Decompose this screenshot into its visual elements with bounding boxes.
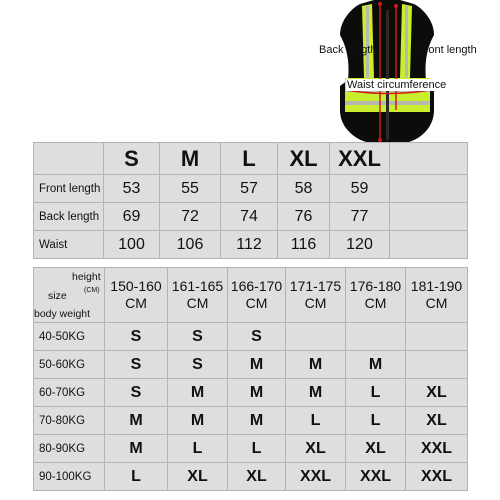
height-unit: CM xyxy=(425,295,448,311)
measurement-cell: 77 xyxy=(330,203,390,231)
measurement-cell: 74 xyxy=(221,203,278,231)
size-cell: XXL xyxy=(406,463,468,491)
vest-diagram xyxy=(300,0,500,150)
size-cell: XL xyxy=(286,435,346,463)
height-unit: CM xyxy=(245,295,268,311)
measurement-cell: 58 xyxy=(278,175,330,203)
table-row xyxy=(34,435,468,463)
height-range: 161-165 xyxy=(171,278,224,294)
size-cell: XL xyxy=(406,407,468,435)
weight-axis-label: body weight xyxy=(34,308,91,320)
size-cell: L xyxy=(228,435,286,463)
table-row xyxy=(34,231,468,259)
measurement-cell: 106 xyxy=(160,231,221,259)
height-column-header xyxy=(406,268,468,323)
height-axis-label: height xyxy=(72,271,101,283)
row-label: Waist xyxy=(34,231,104,259)
front-length-label: Front length xyxy=(418,44,477,56)
measurement-cell: 55 xyxy=(160,175,221,203)
weight-row-label: 40-50KG xyxy=(34,323,105,351)
measurement-cell: 59 xyxy=(330,175,390,203)
size-cell: L xyxy=(105,463,168,491)
size-cell: XL xyxy=(168,463,228,491)
size-cell: M xyxy=(168,379,228,407)
size-header-cell: M xyxy=(160,143,221,175)
size-cell: L xyxy=(168,435,228,463)
height-column-header xyxy=(105,268,168,323)
size-table-empty-cell xyxy=(390,203,468,231)
measurement-cell: 100 xyxy=(104,231,160,259)
weight-row-label: 60-70KG xyxy=(34,379,105,407)
height-unit-label: (CM) xyxy=(84,287,100,294)
height-weight-size-chart xyxy=(33,267,468,491)
height-unit: CM xyxy=(125,295,147,311)
size-cell: S xyxy=(105,351,168,379)
chart-corner xyxy=(34,268,105,323)
height-range: 176-180 xyxy=(349,278,402,294)
size-cell: S xyxy=(168,351,228,379)
measurement-cell: 72 xyxy=(160,203,221,231)
height-unit: CM xyxy=(186,295,209,311)
vest-image xyxy=(300,0,500,150)
size-cell: S xyxy=(105,379,168,407)
size-cell xyxy=(286,323,346,351)
weight-row-label: 90-100KG xyxy=(34,463,105,491)
size-cell: XXL xyxy=(286,463,346,491)
size-header-row xyxy=(34,143,468,175)
row-label: Back length xyxy=(34,203,104,231)
size-cell: M xyxy=(168,407,228,435)
height-column-header xyxy=(228,268,286,323)
size-cell: XL xyxy=(406,379,468,407)
size-cell: XXL xyxy=(346,463,406,491)
size-cell: L xyxy=(346,407,406,435)
table-row xyxy=(34,351,468,379)
height-unit: CM xyxy=(364,295,387,311)
measurement-cell: 57 xyxy=(221,175,278,203)
size-axis-label: size xyxy=(48,290,67,302)
height-column-header xyxy=(286,268,346,323)
height-range: 166-170 xyxy=(230,278,283,294)
row-label: Front length xyxy=(34,175,104,203)
table-row xyxy=(34,463,468,491)
back-length-label: Back length xyxy=(319,44,377,56)
size-table-empty-cell xyxy=(390,175,468,203)
garment-size-table xyxy=(33,142,468,259)
size-cell: M xyxy=(286,351,346,379)
height-range: 171-175 xyxy=(289,278,342,294)
height-column-header xyxy=(168,268,228,323)
size-table-empty-cell xyxy=(390,143,468,175)
size-cell xyxy=(346,323,406,351)
measurement-cell: 116 xyxy=(278,231,330,259)
weight-row-label: 70-80KG xyxy=(34,407,105,435)
measurement-cell: 120 xyxy=(330,231,390,259)
size-cell: M xyxy=(228,379,286,407)
size-cell: S xyxy=(168,323,228,351)
height-range: 150-160 xyxy=(110,278,162,294)
size-header-cell: XXL xyxy=(330,143,390,175)
size-cell: M xyxy=(228,407,286,435)
weight-row-label: 80-90KG xyxy=(34,435,105,463)
measurement-cell: 112 xyxy=(221,231,278,259)
size-cell: M xyxy=(346,351,406,379)
measurement-cell: 76 xyxy=(278,203,330,231)
height-header-row xyxy=(34,268,468,323)
size-cell: XXL xyxy=(406,435,468,463)
size-cell xyxy=(406,351,468,379)
size-header-cell: L xyxy=(221,143,278,175)
table-row xyxy=(34,407,468,435)
size-table-empty-cell xyxy=(390,231,468,259)
table-row xyxy=(34,323,468,351)
height-range: 181-190 xyxy=(410,278,463,294)
height-column-header xyxy=(346,268,406,323)
size-header-cell: XL xyxy=(278,143,330,175)
size-cell: XL xyxy=(228,463,286,491)
size-table-corner xyxy=(34,143,104,175)
size-cell: S xyxy=(228,323,286,351)
measurement-cell: 69 xyxy=(104,203,160,231)
size-cell: M xyxy=(228,351,286,379)
table-row xyxy=(34,175,468,203)
size-cell: M xyxy=(286,379,346,407)
measurement-cell: 53 xyxy=(104,175,160,203)
table-row xyxy=(34,203,468,231)
size-cell: XL xyxy=(346,435,406,463)
weight-row-label: 50-60KG xyxy=(34,351,105,379)
size-cell: S xyxy=(105,323,168,351)
size-cell: L xyxy=(346,379,406,407)
table-row xyxy=(34,379,468,407)
size-cell: M xyxy=(105,435,168,463)
size-header-cell: S xyxy=(104,143,160,175)
size-cell: M xyxy=(105,407,168,435)
waist-circumference-label: Waist circumference xyxy=(347,79,447,91)
size-cell: L xyxy=(286,407,346,435)
size-cell xyxy=(406,323,468,351)
height-unit: CM xyxy=(304,295,327,311)
